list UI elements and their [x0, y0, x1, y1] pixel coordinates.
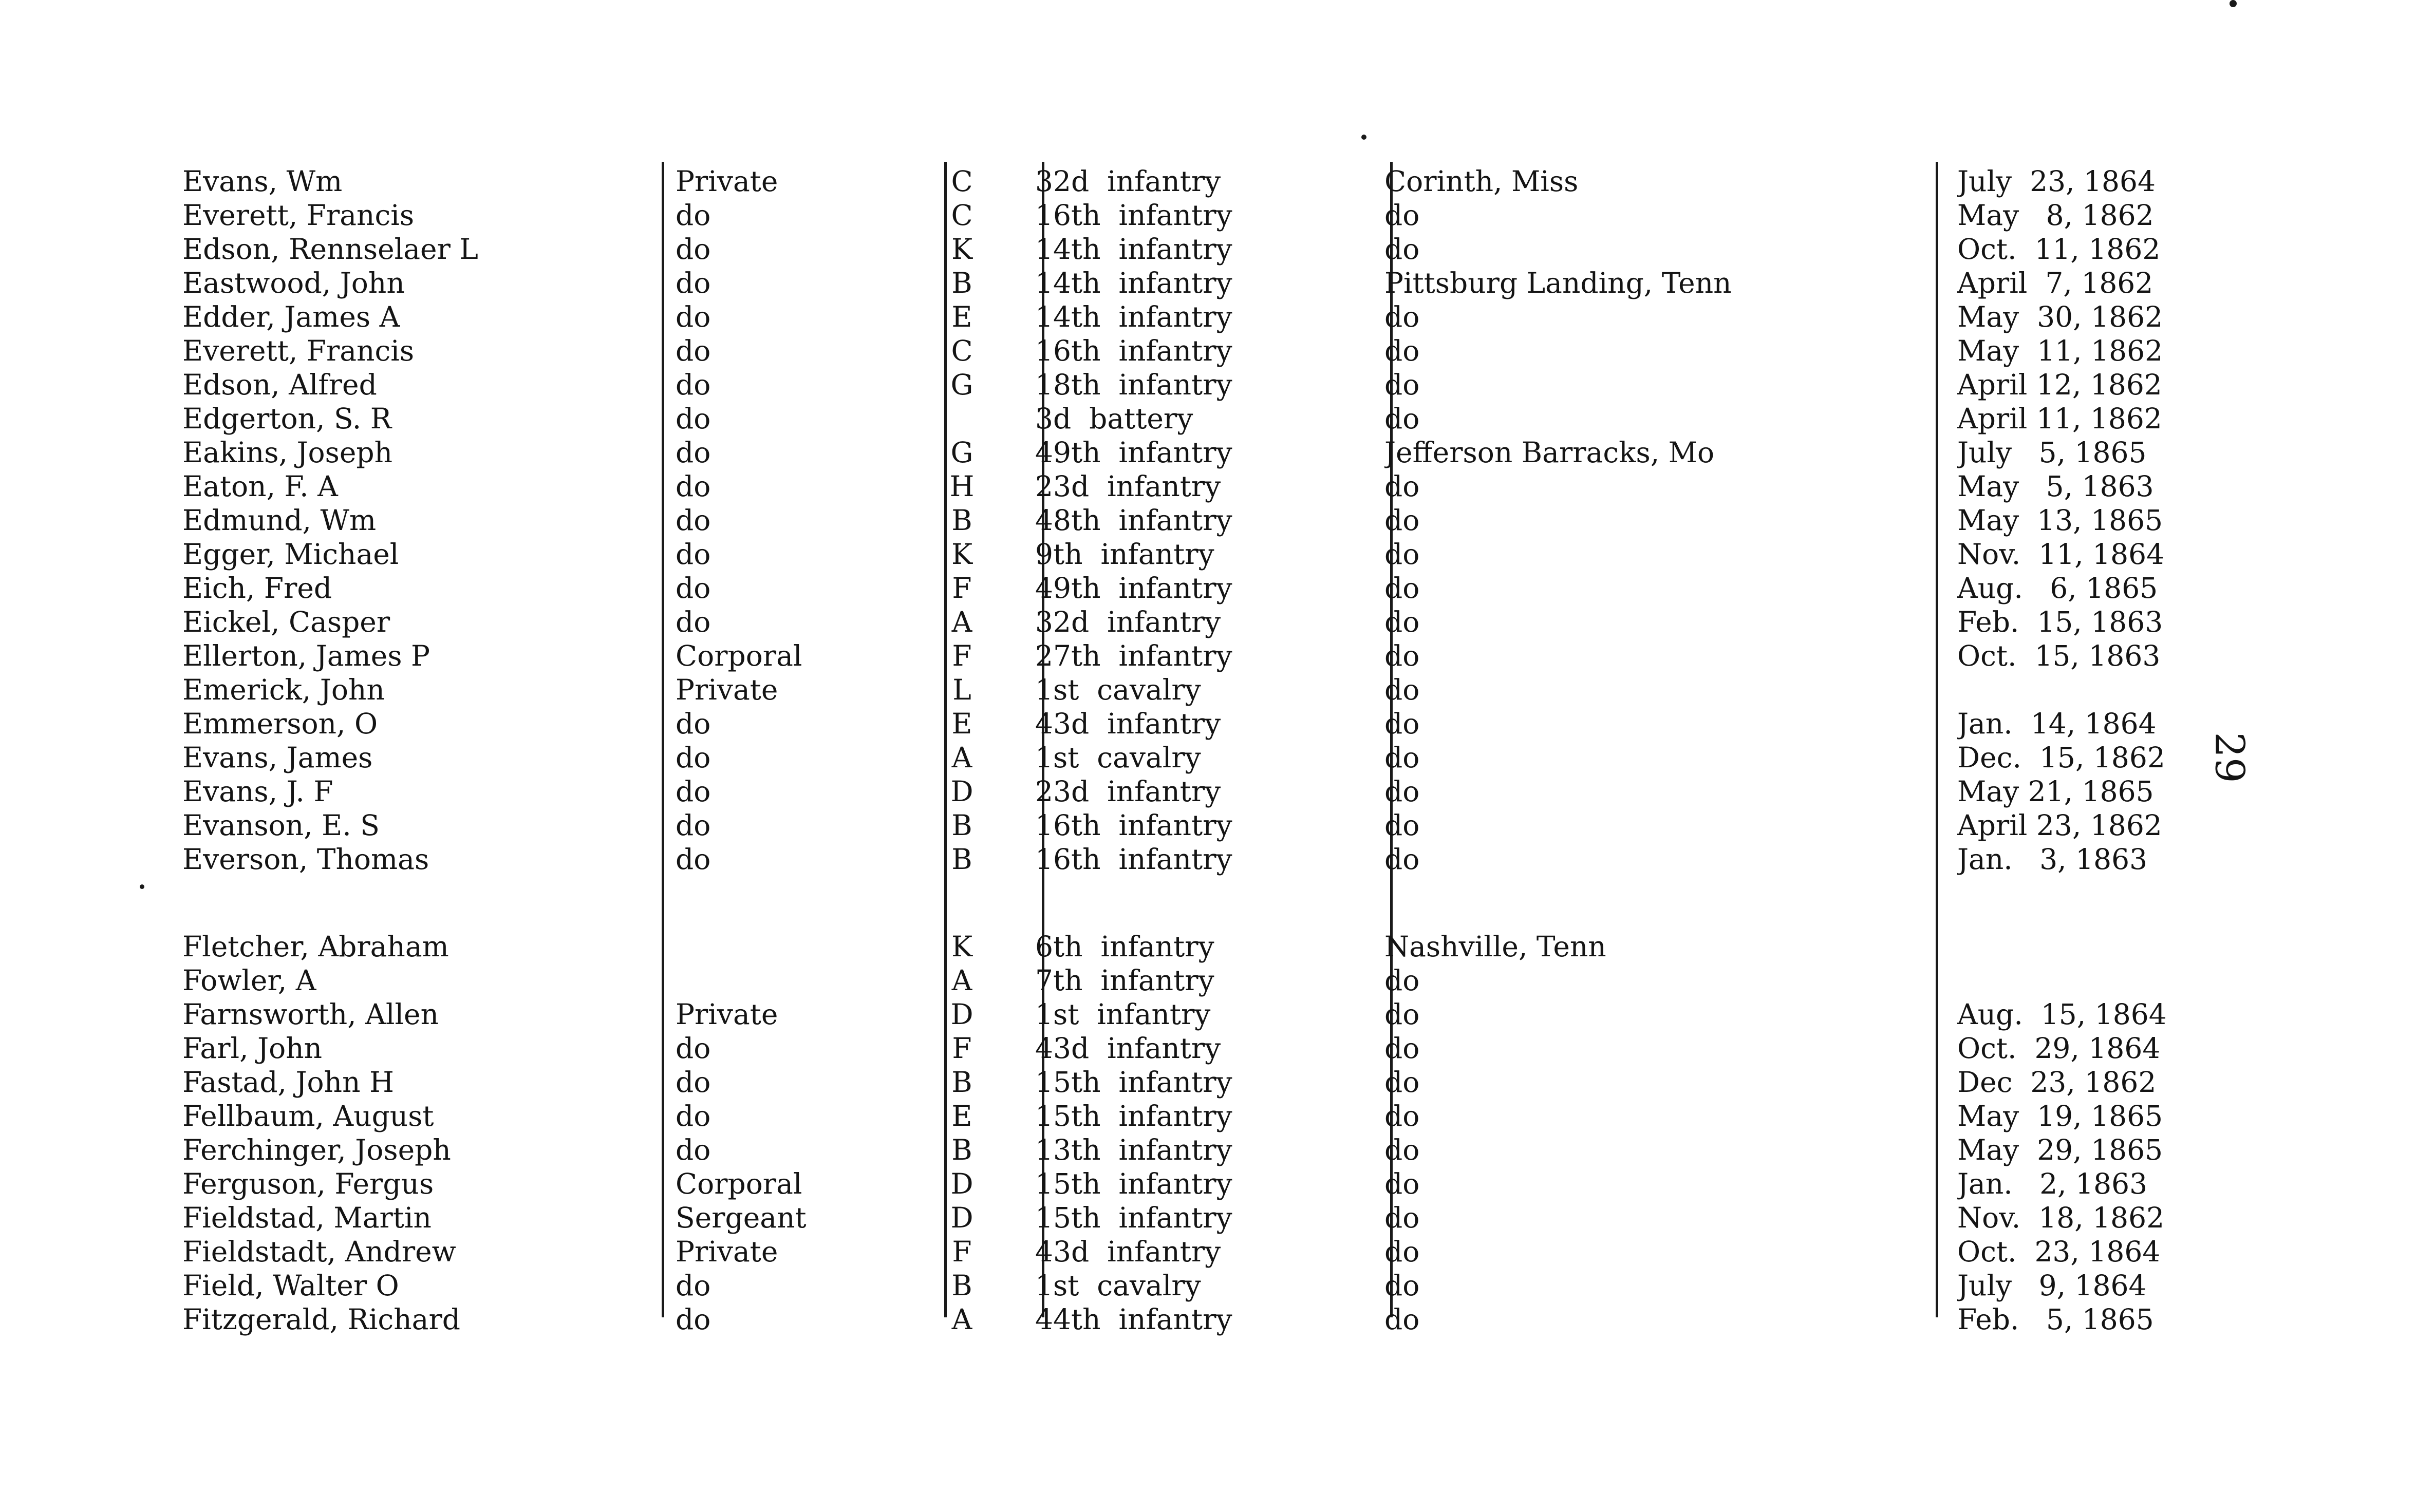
rank: do	[676, 402, 711, 435]
soldier-name: Fowler, A	[182, 964, 316, 997]
company: E	[951, 300, 972, 333]
roster-row	[182, 997, 2186, 1031]
rank: do	[676, 843, 711, 876]
place-of-death: do	[1384, 606, 1420, 638]
rank: do	[676, 1032, 711, 1065]
soldier-name: Evans, Wm	[182, 165, 343, 198]
print-speck	[140, 884, 144, 889]
rank: do	[676, 334, 711, 367]
date-of-death: May 29, 1865	[1957, 1133, 2163, 1166]
rank: Private	[676, 673, 778, 706]
roster-row	[182, 808, 2186, 842]
soldier-name: Eakins, Joseph	[182, 436, 393, 469]
roster-row	[182, 469, 2186, 503]
rank: do	[676, 368, 711, 401]
soldier-name: Evans, James	[182, 741, 373, 774]
print-speck	[2230, 0, 2237, 7]
rank: do	[676, 572, 711, 604]
regiment: 15th infantry	[1035, 1066, 1232, 1099]
roster-table	[182, 164, 2186, 1336]
date-of-death: April 12, 1862	[1957, 368, 2162, 401]
company: B	[951, 267, 972, 299]
place-of-death: do	[1384, 1201, 1420, 1234]
place-of-death: do	[1384, 1032, 1420, 1065]
roster-row	[182, 1133, 2186, 1167]
roster-row	[182, 300, 2186, 334]
regiment: 43d infantry	[1035, 1235, 1221, 1268]
date-of-death: Oct. 11, 1862	[1957, 233, 2161, 266]
roster-row	[182, 1167, 2186, 1201]
company: B	[951, 809, 972, 842]
company: D	[950, 1201, 973, 1234]
date-of-death: May 5, 1863	[1957, 470, 2154, 503]
roster-row	[182, 741, 2186, 774]
rank: do	[676, 300, 711, 333]
rank: Corporal	[676, 1167, 802, 1200]
date-of-death: Oct. 15, 1863	[1957, 639, 2161, 672]
company: F	[952, 639, 972, 672]
soldier-name: Fastad, John H	[182, 1066, 394, 1099]
roster-row	[182, 639, 2186, 673]
soldier-name: Edmund, Wm	[182, 504, 377, 537]
soldier-name: Everson, Thomas	[182, 843, 429, 876]
soldier-name: Emerick, John	[182, 673, 385, 706]
rank	[676, 930, 917, 963]
company: E	[951, 707, 972, 740]
company: H	[949, 470, 975, 503]
company	[932, 402, 991, 436]
regiment: 15th infantry	[1035, 1201, 1232, 1234]
roster-row	[182, 164, 2186, 198]
page-number: 29	[2206, 732, 2253, 783]
place-of-death: do	[1384, 998, 1420, 1031]
place-of-death: Jefferson Barracks, Mo	[1384, 436, 1715, 469]
regiment: 6th infantry	[1035, 930, 1214, 963]
regiment: 18th infantry	[1035, 368, 1232, 401]
soldier-name: Everett, Francis	[182, 199, 415, 232]
date-of-death: Jan. 14, 1864	[1957, 707, 2157, 740]
rank: Private	[676, 1235, 778, 1268]
date-of-death: May 11, 1862	[1957, 334, 2163, 367]
date-of-death	[1957, 673, 2186, 707]
roster-row	[182, 930, 2186, 963]
company: K	[951, 538, 973, 571]
date-of-death: Aug. 6, 1865	[1957, 572, 2158, 604]
regiment: 27th infantry	[1035, 639, 1232, 672]
company: D	[950, 1167, 973, 1200]
place-of-death: do	[1384, 504, 1420, 537]
soldier-name: Emmerson, O	[182, 707, 378, 740]
rank: do	[676, 470, 711, 503]
place-of-death: do	[1384, 639, 1420, 672]
company: A	[951, 964, 972, 997]
roster-row	[182, 842, 2186, 876]
company: F	[952, 1032, 972, 1065]
regiment: 14th infantry	[1035, 267, 1232, 299]
place-of-death: do	[1384, 199, 1420, 232]
roster-row	[182, 266, 2186, 300]
regiment: 32d infantry	[1035, 606, 1221, 638]
rank: Corporal	[676, 639, 802, 672]
roster-row	[182, 963, 2186, 997]
date-of-death: May 13, 1865	[1957, 504, 2163, 537]
soldier-name: Eich, Fred	[182, 572, 332, 604]
company: K	[951, 930, 973, 963]
print-speck	[1361, 135, 1366, 140]
rank: do	[676, 199, 711, 232]
regiment: 1st cavalry	[1035, 741, 1201, 774]
soldier-name: Edder, James A	[182, 300, 400, 333]
place-of-death: do	[1384, 673, 1420, 706]
soldier-name: Edson, Rennselaer L	[182, 233, 478, 266]
rank: do	[676, 1303, 711, 1336]
roster-row	[182, 774, 2186, 808]
place-of-death: do	[1384, 1167, 1420, 1200]
company: G	[950, 436, 973, 469]
regiment: 23d infantry	[1035, 775, 1221, 808]
company: F	[952, 1235, 972, 1268]
place-of-death: do	[1384, 1269, 1420, 1302]
date-of-death	[1957, 963, 2186, 997]
place-of-death: do	[1384, 368, 1420, 401]
roster-row	[182, 605, 2186, 639]
soldier-name: Farnsworth, Allen	[182, 998, 439, 1031]
date-of-death: Feb. 15, 1863	[1957, 606, 2163, 638]
roster-row	[182, 198, 2186, 232]
rank: do	[676, 504, 711, 537]
place-of-death: do	[1384, 233, 1420, 266]
place-of-death: do	[1384, 1235, 1420, 1268]
company: A	[951, 741, 972, 774]
date-of-death: July 23, 1864	[1957, 165, 2156, 198]
rank: do	[676, 1100, 711, 1132]
company: L	[952, 673, 971, 706]
place-of-death: do	[1384, 572, 1420, 604]
company: A	[951, 606, 972, 638]
regiment: 23d infantry	[1035, 470, 1221, 503]
regiment: 44th infantry	[1035, 1303, 1232, 1336]
date-of-death	[1957, 930, 2186, 963]
date-of-death: Dec 23, 1862	[1957, 1066, 2157, 1099]
soldier-name: Farl, John	[182, 1032, 323, 1065]
roster-row	[182, 673, 2186, 707]
date-of-death: Jan. 2, 1863	[1957, 1167, 2148, 1200]
soldier-name: Ferchinger, Joseph	[182, 1133, 451, 1166]
roster-row	[182, 368, 2186, 402]
rank: do	[676, 1269, 711, 1302]
company: B	[951, 1133, 972, 1166]
regiment: 43d infantry	[1035, 1032, 1221, 1065]
soldier-name: Egger, Michael	[182, 538, 399, 571]
regiment: 15th infantry	[1035, 1167, 1232, 1200]
place-of-death: do	[1384, 1303, 1420, 1336]
date-of-death: May 21, 1865	[1957, 775, 2154, 808]
company: E	[951, 1100, 972, 1132]
roster-row	[182, 1269, 2186, 1302]
rank: Sergeant	[676, 1201, 807, 1234]
rank: do	[676, 1066, 711, 1099]
rank: do	[676, 233, 711, 266]
date-of-death: April 7, 1862	[1957, 267, 2153, 299]
company: G	[950, 368, 973, 401]
regiment: 16th infantry	[1035, 843, 1232, 876]
rank: do	[676, 775, 711, 808]
soldier-name: Fieldstad, Martin	[182, 1201, 432, 1234]
company: B	[951, 1269, 972, 1302]
date-of-death: Aug. 15, 1864	[1957, 998, 2167, 1031]
soldier-name: Ellerton, James P	[182, 639, 430, 672]
rank: do	[676, 741, 711, 774]
roster-row	[182, 1302, 2186, 1336]
roster-row	[182, 503, 2186, 537]
rank: do	[676, 267, 711, 299]
roster-row	[182, 1235, 2186, 1269]
company: A	[951, 1303, 972, 1336]
roster-row	[182, 1031, 2186, 1065]
regiment: 43d infantry	[1035, 707, 1221, 740]
rank: do	[676, 538, 711, 571]
date-of-death: Oct. 29, 1864	[1957, 1032, 2161, 1065]
date-of-death: Jan. 3, 1863	[1957, 843, 2148, 876]
date-of-death: April 11, 1862	[1957, 402, 2162, 435]
regiment: 32d infantry	[1035, 165, 1221, 198]
soldier-name: Everett, Francis	[182, 334, 415, 367]
roster-row	[182, 436, 2186, 469]
place-of-death: do	[1384, 1133, 1420, 1166]
rank	[676, 963, 917, 997]
soldier-name: Fellbaum, August	[182, 1100, 434, 1132]
place-of-death: Pittsburg Landing, Tenn	[1384, 267, 1732, 299]
rank: do	[676, 809, 711, 842]
regiment: 3d battery	[1035, 402, 1193, 435]
date-of-death: Nov. 11, 1864	[1957, 538, 2165, 571]
company: B	[951, 1066, 972, 1099]
soldier-name: Fieldstadt, Andrew	[182, 1235, 456, 1268]
roster-row	[182, 1065, 2186, 1099]
roster-row	[182, 537, 2186, 571]
date-of-death: July 5, 1865	[1957, 436, 2147, 469]
soldier-name: Edgerton, S. R	[182, 402, 392, 435]
regiment: 15th infantry	[1035, 1100, 1232, 1132]
date-of-death: July 9, 1864	[1957, 1269, 2147, 1302]
place-of-death: do	[1384, 300, 1420, 333]
rank: do	[676, 606, 711, 638]
place-of-death: Corinth, Miss	[1384, 165, 1579, 198]
place-of-death: do	[1384, 470, 1420, 503]
date-of-death: May 19, 1865	[1957, 1100, 2163, 1132]
regiment: 1st cavalry	[1035, 673, 1201, 706]
company: C	[951, 199, 973, 232]
roster-row	[182, 707, 2186, 741]
soldier-name: Eickel, Casper	[182, 606, 390, 638]
roster-row	[182, 402, 2186, 436]
place-of-death: do	[1384, 775, 1420, 808]
regiment: 16th infantry	[1035, 199, 1232, 232]
date-of-death: Nov. 18, 1862	[1957, 1201, 2165, 1234]
company: D	[950, 775, 973, 808]
regiment: 16th infantry	[1035, 809, 1232, 842]
rank: do	[676, 1133, 711, 1166]
regiment: 49th infantry	[1035, 572, 1232, 604]
regiment: 16th infantry	[1035, 334, 1232, 367]
soldier-name: Fletcher, Abraham	[182, 930, 449, 963]
date-of-death: Oct. 23, 1864	[1957, 1235, 2161, 1268]
company: F	[952, 572, 972, 604]
roster-row	[182, 1099, 2186, 1133]
roster-row	[182, 334, 2186, 368]
regiment: 49th infantry	[1035, 436, 1232, 469]
soldier-name: Fitzgerald, Richard	[182, 1303, 460, 1336]
place-of-death: do	[1384, 741, 1420, 774]
soldier-name: Eaton, F. A	[182, 470, 338, 503]
place-of-death: do	[1384, 538, 1420, 571]
soldier-name: Eastwood, John	[182, 267, 405, 299]
rank: do	[676, 707, 711, 740]
company: C	[951, 334, 973, 367]
soldier-name: Evanson, E. S	[182, 809, 380, 842]
date-of-death: Dec. 15, 1862	[1957, 741, 2165, 774]
roster-row	[182, 1201, 2186, 1235]
place-of-death: do	[1384, 402, 1420, 435]
soldier-name: Evans, J. F	[182, 775, 333, 808]
rank: do	[676, 436, 711, 469]
regiment: 48th infantry	[1035, 504, 1232, 537]
rank: Private	[676, 998, 778, 1031]
place-of-death: Nashville, Tenn	[1384, 930, 1606, 963]
place-of-death: do	[1384, 707, 1420, 740]
company: D	[950, 998, 973, 1031]
roster-row	[182, 571, 2186, 605]
place-of-death: do	[1384, 334, 1420, 367]
regiment: 13th infantry	[1035, 1133, 1232, 1166]
rank: Private	[676, 165, 778, 198]
place-of-death: do	[1384, 843, 1420, 876]
date-of-death: April 23, 1862	[1957, 809, 2162, 842]
regiment: 7th infantry	[1035, 964, 1214, 997]
company: C	[951, 165, 973, 198]
date-of-death: May 8, 1862	[1957, 199, 2154, 232]
date-of-death: Feb. 5, 1865	[1957, 1303, 2154, 1336]
place-of-death: do	[1384, 964, 1420, 997]
regiment: 14th infantry	[1035, 233, 1232, 266]
soldier-name: Ferguson, Fergus	[182, 1167, 434, 1200]
regiment: 1st cavalry	[1035, 1269, 1201, 1302]
roster-row	[182, 232, 2186, 266]
place-of-death: do	[1384, 1066, 1420, 1099]
place-of-death: do	[1384, 809, 1420, 842]
soldier-name: Field, Walter O	[182, 1269, 399, 1302]
place-of-death: do	[1384, 1100, 1420, 1132]
date-of-death: May 30, 1862	[1957, 300, 2163, 333]
regiment: 1st infantry	[1035, 998, 1211, 1031]
company: K	[951, 233, 973, 266]
company: B	[951, 843, 972, 876]
regiment: 14th infantry	[1035, 300, 1232, 333]
section-gap	[182, 876, 2186, 930]
company: B	[951, 504, 972, 537]
soldier-name: Edson, Alfred	[182, 368, 377, 401]
regiment: 9th infantry	[1035, 538, 1214, 571]
